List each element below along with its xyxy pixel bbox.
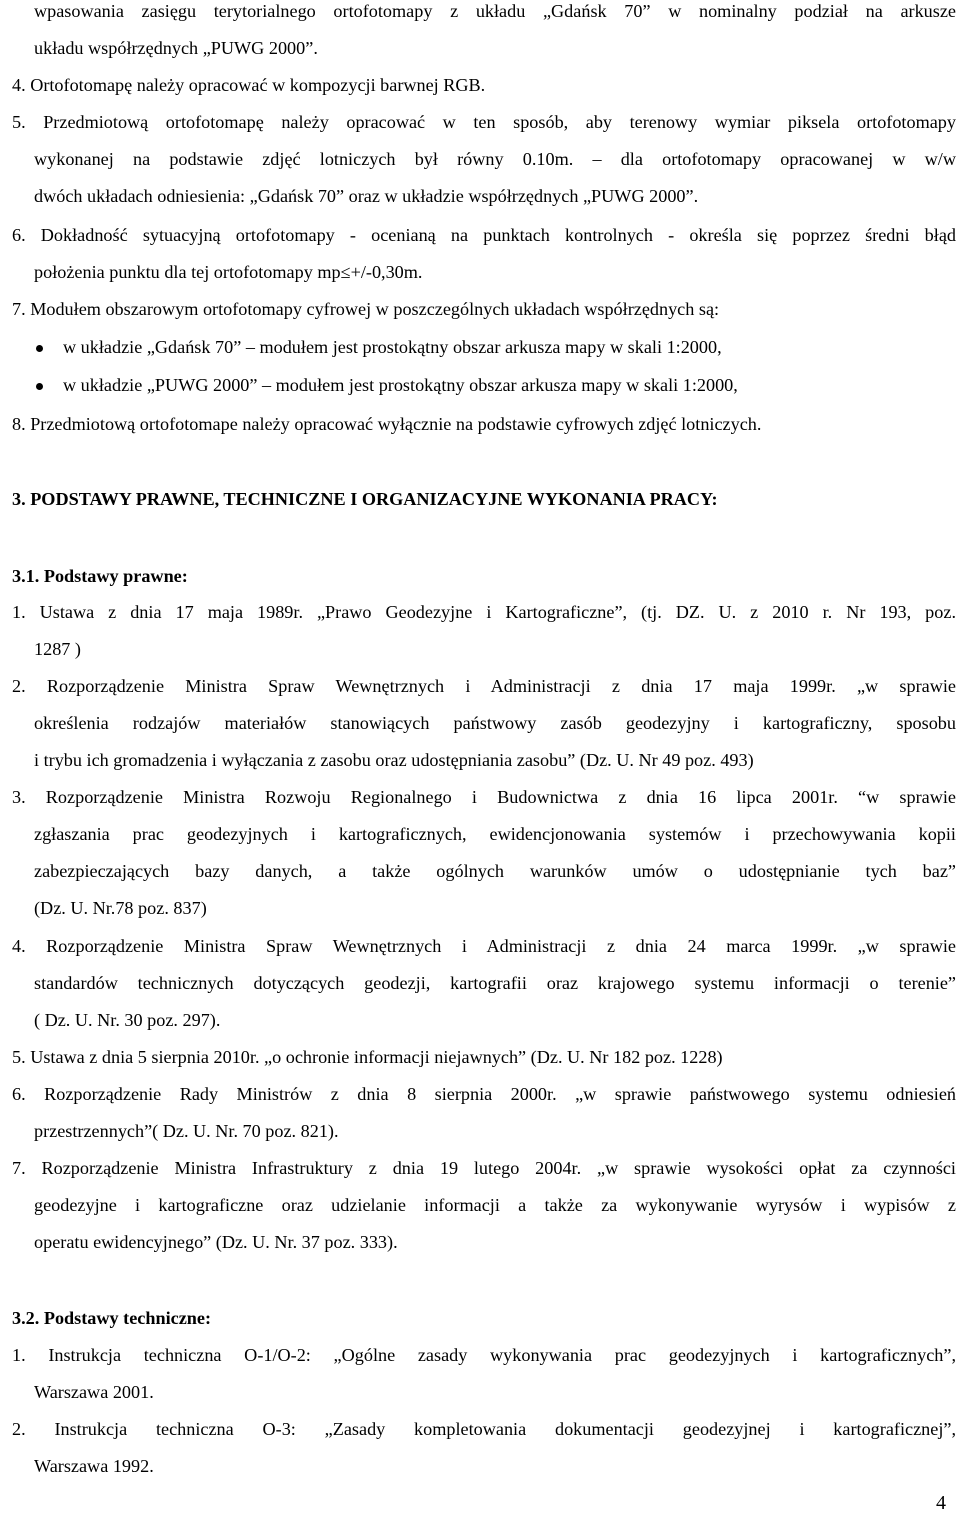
subsection-heading: 3.1. Podstawy prawne: <box>12 566 188 586</box>
text-line: zabezpieczających bazy danych, a także ogólnych warunków umów o udostępnianie tych baz” <box>34 861 956 881</box>
subsection-heading: 3.2. Podstawy techniczne: <box>12 1308 212 1328</box>
text-line: wpasowania zasięgu terytorialnego ortofotomapy z układu „Gdańsk 70” w nominalny podział na arkusze <box>34 1 956 21</box>
text-line: wykonanej na podstawie zdjęć lotniczych był równy 0.10m. – dla ortofotomapy opracowanej w w/w <box>34 149 956 169</box>
list-item: 4. Rozporządzenie Ministra Spraw Wewnętrznych i Administracji z dnia 24 marca 1999r. „w sprawie <box>12 936 956 956</box>
list-item: 1. Ustawa z dnia 17 maja 1989r. „Prawo Geodezyjne i Kartograficzne”, (tj. DZ. U. z 2010 r. Nr 193, poz. <box>12 602 956 622</box>
list-item: 7. Rozporządzenie Ministra Infrastruktury z dnia 19 lutego 2004r. „w sprawie wysokości opłat za czynności <box>12 1158 956 1178</box>
text-line: i trybu ich gromadzenia i wyłączania z zasobu oraz udostępniania zasobu” (Dz. U. Nr 49 poz. 493) <box>34 750 754 770</box>
list-item: w układzie „PUWG 2000” – modułem jest prostokątny obszar arkusza mapy w skali 1:2000, <box>63 375 738 395</box>
list-item: 3. Rozporządzenie Ministra Rozwoju Regionalnego i Budownictwa z dnia 16 lipca 2001r. “w sprawie <box>12 787 956 807</box>
text-line: (Dz. U. Nr.78 poz. 837) <box>34 898 207 918</box>
text-line: 5. Przedmiotową ortofotomapę należy opracować w ten sposób, aby terenowy wymiar piksela ortofotomapy <box>12 112 956 132</box>
list-item: 2. Rozporządzenie Ministra Spraw Wewnętrznych i Administracji z dnia 17 maja 1999r. „w sprawie <box>12 676 956 696</box>
text-line: określenia rodzajów materiałów stanowiących państwowy zasób geodezyjny i kartograficzny, sposobu <box>34 713 956 733</box>
text-line: położenia punktu dla tej ortofotomapy mp≤+/-0,30m. <box>34 262 423 282</box>
text-line: operatu ewidencyjnego” (Dz. U. Nr. 37 poz. 333). <box>34 1232 398 1252</box>
text-line: 8. Przedmiotową ortofotomape należy opracować wyłącznie na podstawie cyfrowych zdjęć lotniczych. <box>12 414 762 434</box>
page-number: 4 <box>936 1492 946 1514</box>
list-item: 1. Instrukcja techniczna O-1/O-2: „Ogólne zasady wykonywania prac geodezyjnych i kartograficznych”, <box>12 1345 956 1365</box>
text-line: standardów technicznych dotyczących geodezji, kartografii oraz krajowego systemu informacji o terenie” <box>34 973 956 993</box>
text-line: Warszawa 1992. <box>34 1456 154 1476</box>
text-line: 7. Modułem obszarowym ortofotomapy cyfrowej w poszczególnych układach współrzędnych są: <box>12 299 720 319</box>
list-item: 6. Rozporządzenie Rady Ministrów z dnia 8 sierpnia 2000r. „w sprawie państwowego systemu odniesień <box>12 1084 956 1104</box>
bullet-icon <box>36 383 43 390</box>
list-item: 2. Instrukcja techniczna O-3: „Zasady kompletowania dokumentacji geodezyjnej i kartograficznej”, <box>12 1419 956 1439</box>
bullet-icon <box>36 345 43 352</box>
section-heading: 3. PODSTAWY PRAWNE, TECHNICZNE I ORGANIZACYJNE WYKONANIA PRACY: <box>12 489 718 509</box>
text-line: 6. Dokładność sytuacyjną ortofotomapy - ocenianą na punktach kontrolnych - określa się poprzez średni błąd <box>12 225 956 245</box>
text-line: 4. Ortofotomapę należy opracować w kompozycji barwnej RGB. <box>12 75 486 95</box>
text-line: zgłaszania prac geodezyjnych i kartograficznych, ewidencjonowania systemów i przechowywania kopii <box>34 824 956 844</box>
list-item: 5. Ustawa z dnia 5 sierpnia 2010r. „o ochronie informacji niejawnych” (Dz. U. Nr 182 poz. 1228) <box>12 1047 723 1067</box>
text-line: geodezyjne i kartograficzne oraz udzielanie informacji a także za wykonywanie wyrysów i wypisów z <box>34 1195 956 1215</box>
text-line: Warszawa 2001. <box>34 1382 154 1402</box>
text-line: 1287 ) <box>34 639 81 659</box>
text-line: ( Dz. U. Nr. 30 poz. 297). <box>34 1010 221 1030</box>
text-line: dwóch układach odniesienia: „Gdańsk 70” oraz w układzie współrzędnych „PUWG 2000”. <box>34 186 699 206</box>
text-line: przestrzennych”( Dz. U. Nr. 70 poz. 821). <box>34 1121 339 1141</box>
list-item: w układzie „Gdańsk 70” – modułem jest prostokątny obszar arkusza mapy w skali 1:2000, <box>63 337 722 357</box>
text-line: układu współrzędnych „PUWG 2000”. <box>34 38 318 58</box>
